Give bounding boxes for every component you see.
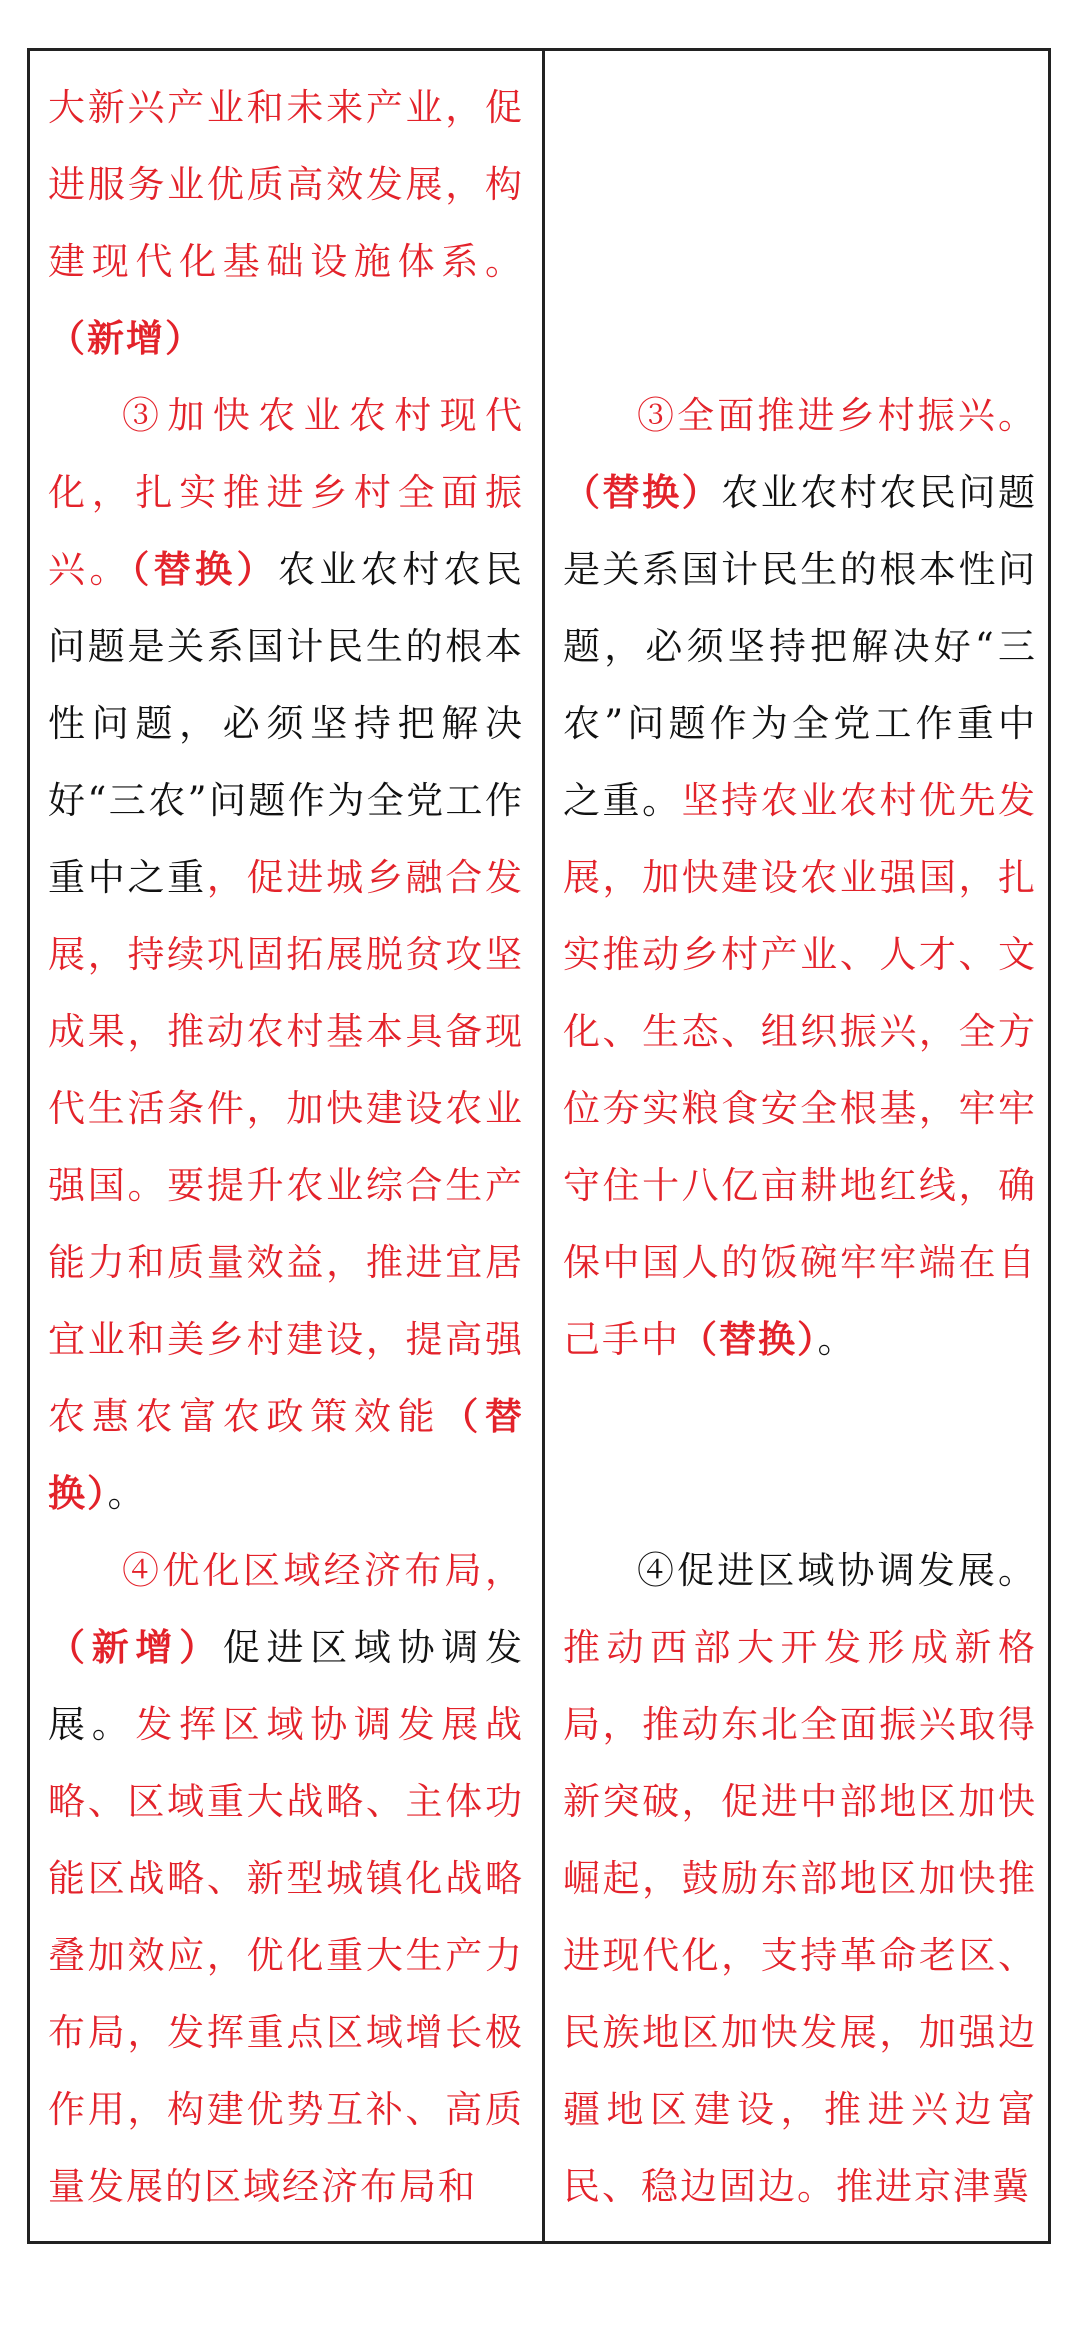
right-column	[563, 69, 1037, 2225]
right-empty-space	[563, 69, 1037, 377]
right-p2-end: 。	[817, 1318, 857, 1361]
right-p2-tag-replace: （替换）	[563, 470, 722, 514]
column-divider	[542, 51, 545, 2241]
left-column	[48, 69, 524, 2225]
left-p1-text: 大新兴产业和未来产业，促进服务业优质高效发展，构建现代化基础设施体系。	[48, 86, 524, 283]
left-p2-end: 。	[107, 1472, 147, 1515]
left-p2-heading: ③加快农业农村现代化，扎实推进乡村全面振兴。	[48, 394, 524, 591]
left-paragraph-2	[48, 377, 524, 1532]
right-p3-heading: ④促进区域协调发展。	[637, 1549, 1037, 1592]
left-paragraph-1	[48, 69, 524, 377]
left-p2-tag-replace-end: （替换）	[48, 1394, 525, 1515]
right-p2-black-text: 农业农村农民问题是关系国计民生的根本性问题，必须坚持把解决好“三农”问题作为全党工作重中之重。	[563, 471, 1038, 822]
left-p2-tag-replace: （替换）	[130, 547, 278, 591]
left-p3-black-text: 促进区域协调发展。	[48, 1626, 525, 1746]
right-paragraph-3	[563, 1532, 1037, 2225]
right-empty-space-2	[563, 1378, 1037, 1532]
left-p1-tag-new: （新增）	[48, 316, 204, 360]
left-paragraph-3	[48, 1532, 524, 2225]
right-p2-red-text: 坚持农业农村优先发展，加快建设农业强国，扎实推动乡村产业、人才、文化、生态、组织振兴，全方位夯实粮食安全根基，牢牢守住十八亿亩耕地红线，确保中国人的饭碗牢牢端在自己手中	[563, 779, 1038, 1361]
left-p2-black-text: 农业农村农民问题是关系国计民生的根本性问题，必须坚持把解决好“三农”问题作为全党工作重中之重	[48, 548, 525, 899]
comparison-table	[27, 48, 1051, 2244]
right-p2-tag-replace-end: （替换）	[680, 1317, 818, 1361]
left-p3-red-text: 发挥区域协调发展战略、区域重大战略、主体功能区战略、新型城镇化战略叠加效应，优化重大生产力布局，发挥重点区域增长极作用，构建优势互补、高质量发展的区域经济布局和	[48, 1703, 525, 2208]
left-p3-heading: ④优化区域经济布局，	[122, 1549, 524, 1592]
right-paragraph-2	[563, 377, 1037, 1378]
left-p3-tag-new: （新增）	[48, 1625, 223, 1669]
left-p2-red-text: ，促进城乡融合发展，持续巩固拓展脱贫攻坚成果，推动农村基本具备现代生活条件，加快建设农业强国。要提升农业综合生产能力和质量效益，推进宜居宜业和美乡村建设，提高强农惠农富农政策效能	[48, 856, 525, 1438]
right-p2-heading: ③全面推进乡村振兴。	[637, 394, 1037, 437]
right-p3-red-text: 推动西部大开发形成新格局，推动东北全面振兴取得新突破，促进中部地区加快崛起，鼓励东部地区加快推进现代化，支持革命老区、民族地区加快发展，加强边疆地区建设，推进兴边富民、稳边固边。推进京津冀	[563, 1626, 1037, 2208]
